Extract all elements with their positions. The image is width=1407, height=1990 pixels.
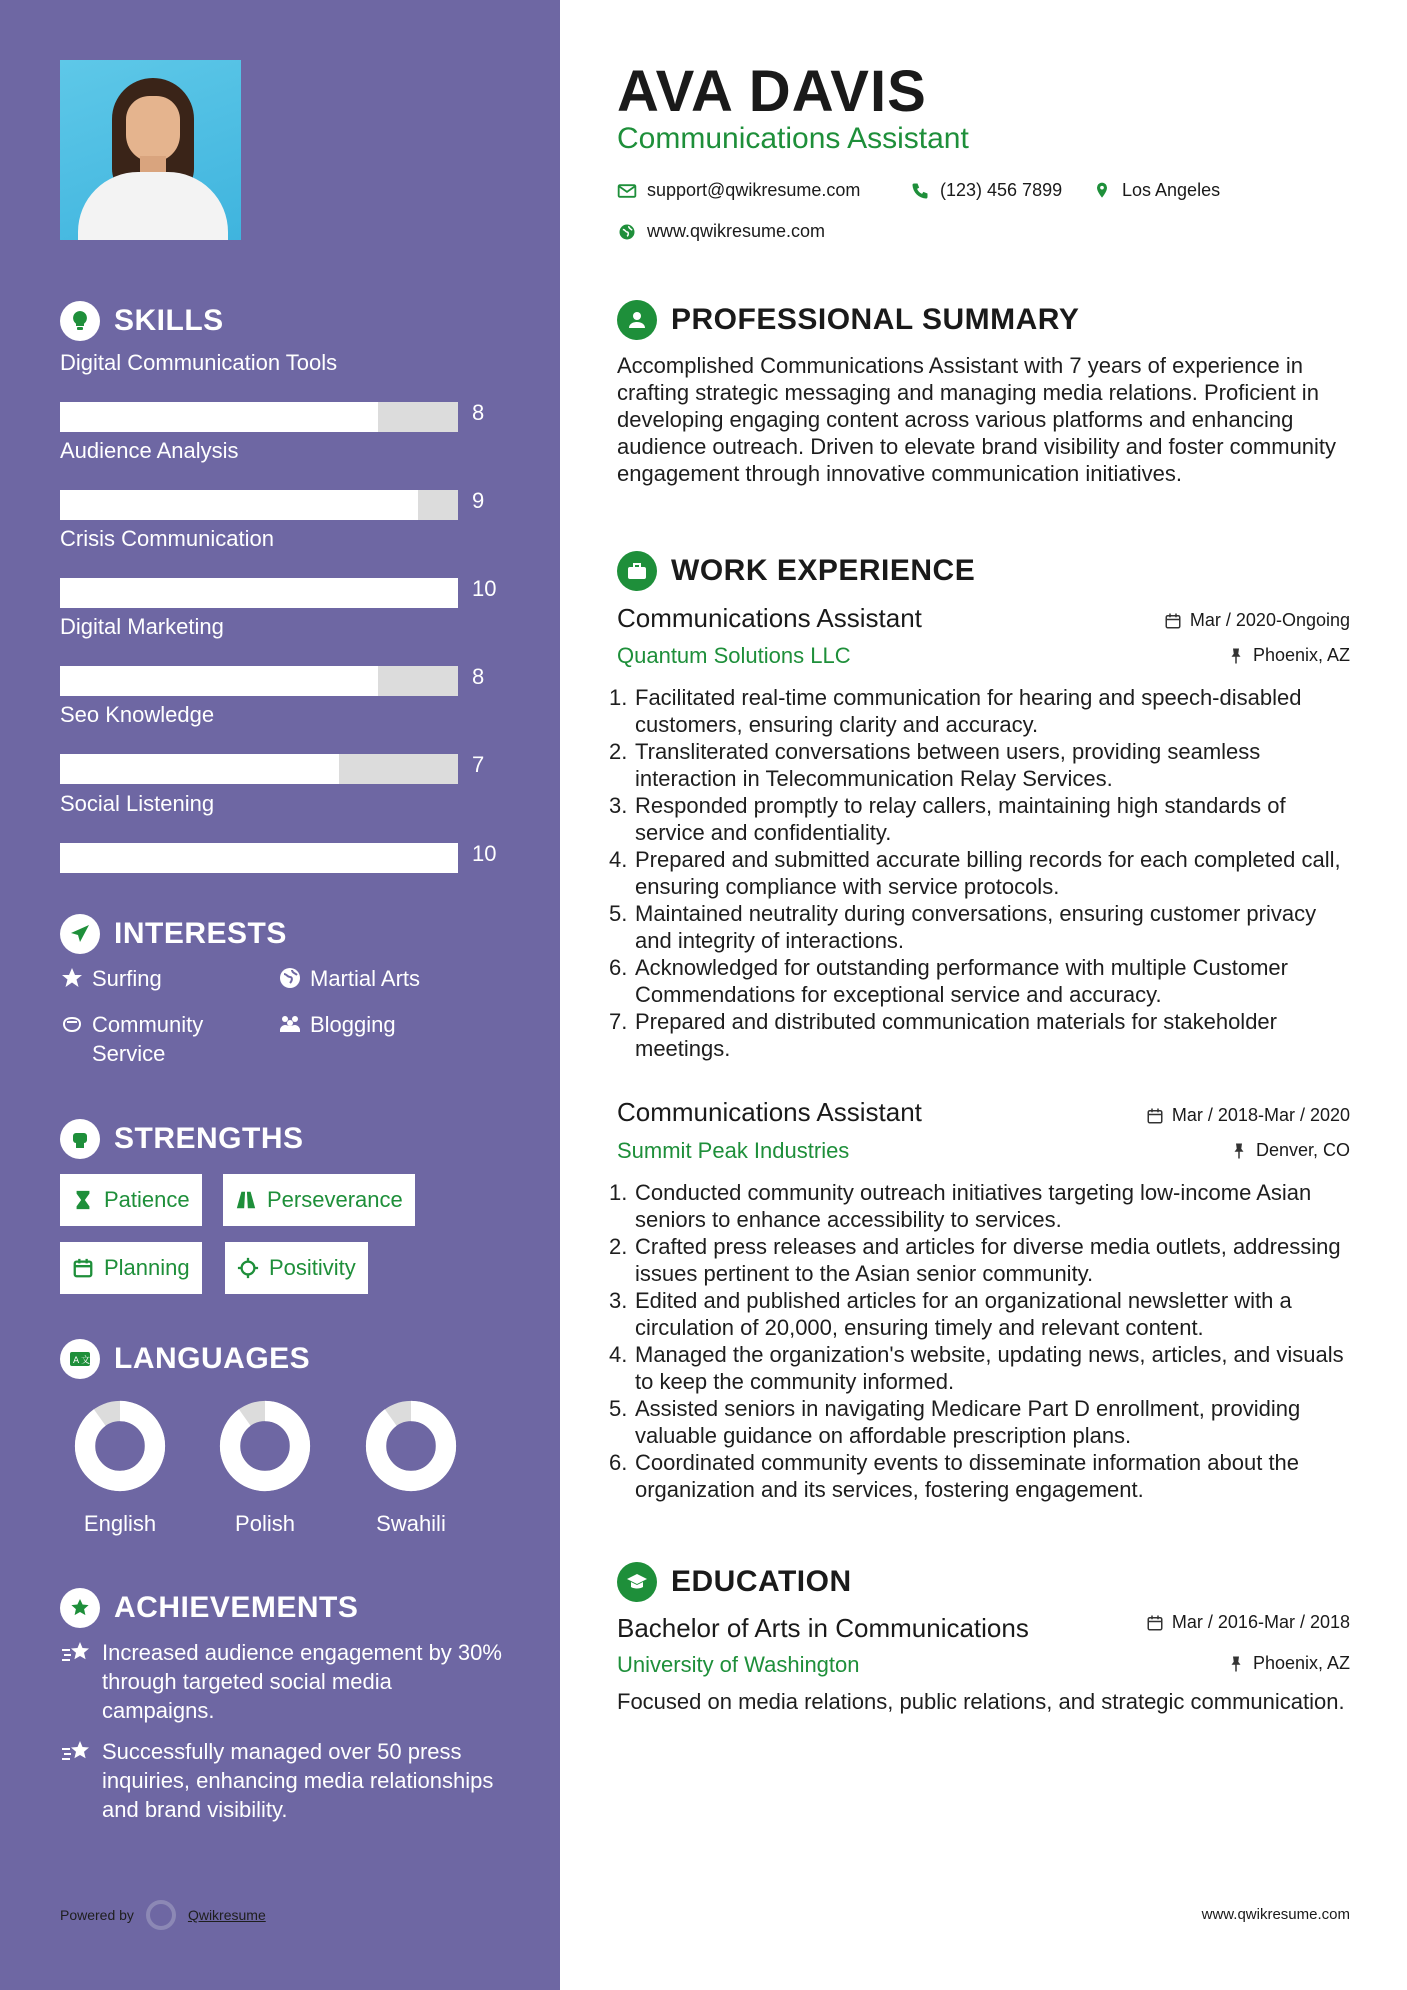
achievement-item <box>60 1638 510 1725</box>
email-text[interactable]: support@qwikresume.com <box>647 180 861 200</box>
skill-value: 10 <box>472 576 497 601</box>
experience-heading <box>617 551 975 591</box>
graduate-icon <box>617 1562 657 1602</box>
education-heading <box>617 1562 852 1602</box>
skill-value: 10 <box>472 841 497 866</box>
education-school: University of Washington <box>617 1652 860 1677</box>
interest-label: Surfing <box>92 966 162 991</box>
language-icon <box>60 1339 100 1379</box>
fist-icon <box>60 1119 100 1159</box>
job-dates-text: Mar / 2020-Ongoing <box>1189 610 1350 630</box>
interest-item <box>278 1010 396 1039</box>
duty-item: 3. Responded promptly to relay callers, maintaining high standards of service and confidentiality. <box>609 793 1286 845</box>
powered-by-label: Powered by <box>60 1907 134 1923</box>
svg-text:A: A <box>73 1356 80 1366</box>
shooting-star-icon <box>60 1640 92 1668</box>
shooting-star-icon <box>60 1739 92 1767</box>
interest-label: Blogging <box>310 1012 396 1037</box>
calendar-icon <box>72 1257 94 1279</box>
language-donut <box>219 1400 311 1492</box>
qwikresume-link[interactable]: Qwikresume <box>187 1907 266 1923</box>
pushpin-icon <box>1227 647 1245 665</box>
language-donut-fill <box>376 1411 446 1481</box>
skill-bar <box>60 666 458 696</box>
achievement-item <box>60 1737 510 1824</box>
contact-phone <box>910 180 1062 201</box>
achievements-title: ACHIEVEMENTS <box>114 1591 359 1624</box>
briefcase-icon <box>617 551 657 591</box>
interests-heading <box>60 914 287 954</box>
job-dates <box>1164 610 1350 631</box>
strength-label: Perseverance <box>267 1187 403 1212</box>
skill-name: Digital Marketing <box>60 614 224 639</box>
sidebar <box>0 0 560 1990</box>
language-donut-fill <box>85 1411 155 1481</box>
skill-value: 8 <box>472 664 485 689</box>
interest-item <box>278 964 420 993</box>
job-duties <box>609 1179 1357 1503</box>
calendar-icon <box>1146 1614 1164 1632</box>
skills-heading <box>60 301 224 341</box>
interests-title: INTERESTS <box>114 917 287 950</box>
language-donut <box>74 1400 166 1492</box>
phone-icon <box>910 181 930 201</box>
skill-item <box>60 702 500 777</box>
powered-by <box>60 1900 266 1930</box>
calendar-icon <box>1146 1107 1164 1125</box>
qwikresume-logo-icon <box>146 1900 176 1930</box>
languages-heading <box>60 1339 310 1379</box>
skill-item <box>60 438 500 513</box>
education-location <box>1227 1653 1350 1674</box>
phone-text[interactable]: (123) 456 7899 <box>940 180 1063 200</box>
skill-item <box>60 791 500 866</box>
hand-icon <box>60 1012 84 1036</box>
skill-name: Social Listening <box>60 791 215 816</box>
education-dates-text: Mar / 2016-Mar / 2018 <box>1171 1612 1350 1632</box>
globe-icon <box>617 222 637 242</box>
skill-bar-fill <box>60 666 378 696</box>
summary-heading <box>617 300 1079 340</box>
job-location <box>1230 1140 1350 1161</box>
language-name: Swahili <box>376 1511 446 1536</box>
pushpin-icon <box>1227 1655 1245 1673</box>
job-dates <box>1146 1105 1350 1126</box>
skill-bar-fill <box>60 402 378 432</box>
skill-bar <box>60 843 458 873</box>
duty-item: 7. Prepared and distributed communication materials for stakeholder meetings. <box>609 1009 1277 1061</box>
language-item <box>351 1400 471 1537</box>
skill-bar <box>60 754 458 784</box>
languages-title: LANGUAGES <box>114 1342 311 1375</box>
job-location-text: Denver, CO <box>1255 1140 1350 1160</box>
interest-label: Martial Arts <box>310 966 421 991</box>
duty-item: 3. Edited and published articles for an organizational newsletter with a circulation of 20,000, ensuring timely and relevant content. <box>609 1288 1292 1340</box>
skill-bar-fill <box>60 843 458 873</box>
profile-photo <box>60 60 241 240</box>
education-degree: Bachelor of Arts in Communications <box>617 1613 1029 1643</box>
skill-value: 9 <box>472 488 485 513</box>
skills-title: SKILLS <box>114 304 224 337</box>
language-donut <box>365 1400 457 1492</box>
skill-bar <box>60 402 458 432</box>
strength-badge <box>60 1242 202 1294</box>
language-donut-fill <box>230 1411 300 1481</box>
strengths-title: STRENGTHS <box>114 1122 304 1155</box>
trophy-star-icon <box>60 1588 100 1628</box>
duty-item: 5. Maintained neutrality during conversations, ensuring customer privacy and integrity of interactions. <box>609 901 1317 953</box>
job-title: Communications Assistant <box>617 603 922 633</box>
website-text[interactable]: www.qwikresume.com <box>647 221 826 241</box>
envelope-icon <box>617 181 637 201</box>
sun-icon <box>237 1257 259 1279</box>
language-item <box>205 1400 325 1537</box>
education-dates <box>1146 1612 1350 1633</box>
hourglass-icon <box>72 1189 94 1211</box>
skill-name: Crisis Communication <box>60 526 274 551</box>
achievement-text: Successfully managed over 50 press inquiries, enhancing media relationships and brand visibility. <box>102 1739 494 1822</box>
achievement-text: Increased audience engagement by 30% through targeted social media campaigns. <box>102 1640 502 1723</box>
skill-bar-fill <box>60 578 458 608</box>
skill-bar <box>60 578 458 608</box>
achievements-heading <box>60 1588 358 1628</box>
contact-website <box>617 221 825 242</box>
road-icon <box>235 1189 257 1211</box>
skill-name: Seo Knowledge <box>60 702 215 727</box>
pushpin-icon <box>1230 1142 1248 1160</box>
duty-item: 5. Assisted seniors in navigating Medicare Part D enrollment, providing valuable guidance on affordable prescription plans. <box>609 1396 1301 1448</box>
job-title: Communications Assistant <box>617 1097 922 1127</box>
strength-badge <box>60 1174 202 1226</box>
job-company: Summit Peak Industries <box>617 1138 850 1163</box>
candidate-role: Communications Assistant <box>617 122 969 155</box>
language-item <box>60 1400 180 1537</box>
map-pin-icon <box>1092 181 1112 201</box>
star-icon <box>60 966 84 990</box>
skill-name: Audience Analysis <box>60 438 239 463</box>
language-name: Polish <box>235 1511 295 1536</box>
job-location <box>1227 645 1350 666</box>
duty-item: 2. Crafted press releases and articles for diverse media outlets, addressing issues pertinent to the Asian senior community. <box>609 1234 1341 1286</box>
skill-name: Digital Communication Tools <box>60 350 338 375</box>
skill-bar-fill <box>60 754 339 784</box>
interest-label: Community Service <box>92 1012 204 1066</box>
strength-badge <box>225 1242 368 1294</box>
contact-email <box>617 180 860 201</box>
duty-item: 6. Coordinated community events to disseminate information about the organization and its services, fostering engagement. <box>609 1450 1300 1502</box>
skill-value: 7 <box>472 752 485 777</box>
calendar-icon <box>1164 612 1182 630</box>
strength-label: Planning <box>104 1255 190 1280</box>
job-location-text: Phoenix, AZ <box>1252 645 1350 665</box>
skill-item <box>60 526 500 601</box>
interest-item <box>60 964 162 993</box>
contact-location <box>1092 180 1220 201</box>
education-title: EDUCATION <box>671 1565 852 1598</box>
skill-item <box>60 614 500 689</box>
skill-bar <box>60 490 458 520</box>
location-text: Los Angeles <box>1122 180 1221 200</box>
strength-label: Patience <box>104 1187 190 1212</box>
main-content <box>560 0 1407 1990</box>
education-location-text: Phoenix, AZ <box>1252 1653 1350 1673</box>
strengths-heading <box>60 1119 304 1159</box>
svg-text:文: 文 <box>81 1356 91 1366</box>
duty-item: 6. Acknowledged for outstanding performance with multiple Customer Commendations for exceptional service and accuracy. <box>609 955 1288 1007</box>
lightbulb-icon <box>60 301 100 341</box>
paper-plane-icon <box>60 914 100 954</box>
skill-value: 8 <box>472 400 485 425</box>
footer-url[interactable]: www.qwikresume.com <box>1201 1906 1350 1923</box>
interest-item <box>60 1010 260 1068</box>
duty-item: 2. Transliterated conversations between users, providing seamless interaction in Telecommunication Relay Services. <box>609 739 1261 791</box>
language-name: English <box>83 1511 157 1536</box>
duty-item: 4. Prepared and submitted accurate billing records for each completed call, ensuring compliance with service protocols. <box>609 847 1341 899</box>
duty-item: 4. Managed the organization's website, updating news, articles, and visuals to keep the community informed. <box>609 1342 1344 1394</box>
job-company: Quantum Solutions LLC <box>617 643 851 668</box>
summary-title: PROFESSIONAL SUMMARY <box>671 303 1080 336</box>
users-icon <box>278 1012 302 1036</box>
duty-item: 1. Facilitated real-time communication for hearing and speech-disabled customers, ensuring clarity and accuracy. <box>609 685 1302 737</box>
strength-label: Positivity <box>269 1255 356 1280</box>
globe-icon <box>278 966 302 990</box>
user-icon <box>617 300 657 340</box>
job-duties <box>609 684 1357 1062</box>
experience-title: WORK EXPERIENCE <box>671 554 976 587</box>
education-description: Focused on media relations, public relations, and strategic communication. <box>617 1689 1345 1714</box>
summary-text: Accomplished Communications Assistant with 7 years of experience in crafting strategic messaging and managing media relations. Proficient in developing engaging content across various platforms and enhancing audience outreach. Driven to elevate brand visibility and foster community engagement through innovative communication initiatives. <box>617 353 1337 486</box>
candidate-name: AVA DAVIS <box>617 59 927 124</box>
strength-badge <box>223 1174 415 1226</box>
skill-item <box>60 350 500 425</box>
duty-item: 1. Conducted community outreach initiatives targeting low-income Asian seniors to enhance accessibility to services. <box>609 1180 1312 1232</box>
skill-bar-fill <box>60 490 418 520</box>
job-dates-text: Mar / 2018-Mar / 2020 <box>1171 1105 1350 1125</box>
